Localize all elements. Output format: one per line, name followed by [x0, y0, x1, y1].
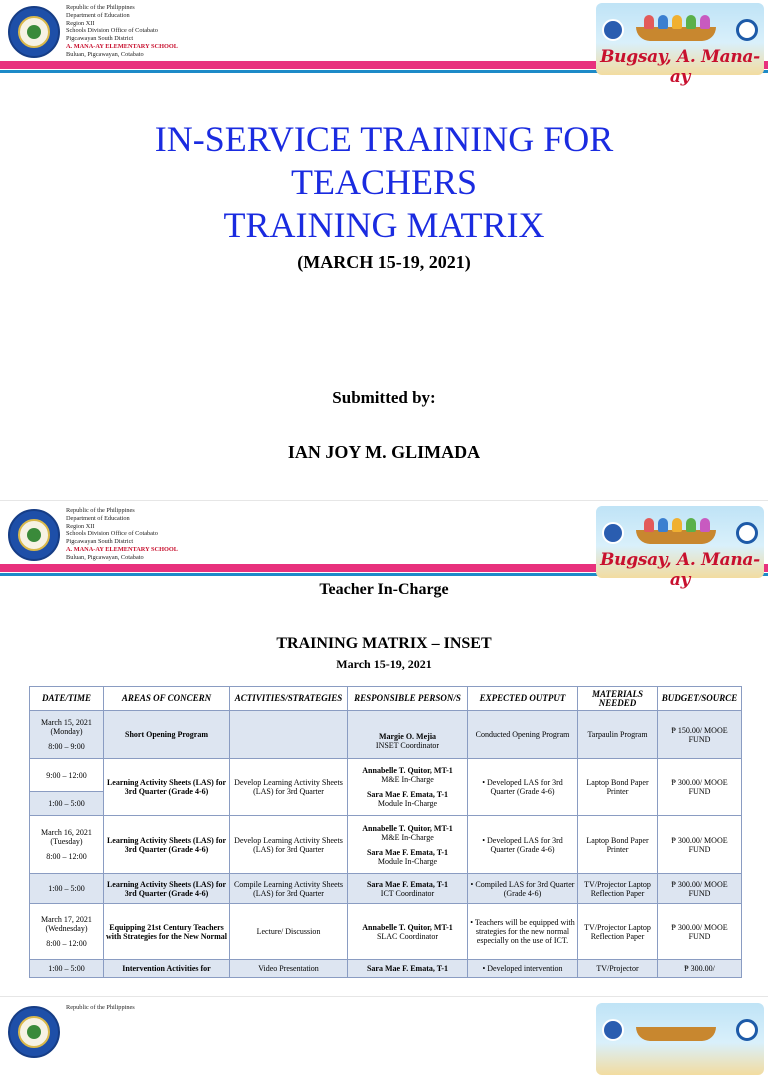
col-header: MATERIALS NEEDED [578, 687, 658, 711]
table-row: March 16, 2021 (Tuesday) 8:00 – 12:00 Learning Activity Sheets (LAS) for 3rd Quarter (Grade 4-6) Develop Learning Activity Sheets (LAS) for 3rd Quarter Annabelle T. Quitor, MT-1 M&E In-Charge Sara Mae F. Emata, T-1 Module In-Charge • Developed LAS for 3rd Quarter (Grade 4-6) Laptop Bond Paper Printer ₱ 300.00/ MOOE FUND [30, 816, 742, 874]
letterhead [0, 0, 768, 87]
banner-logo [596, 506, 764, 590]
table-row: 9:00 – 12:00 Learning Activity Sheets (LAS) for 3rd Quarter (Grade 4-6) Develop Learning Activity Sheets (LAS) for 3rd Quarter Annabelle T. Quitor, MT-1 M&E In-Charge Sara Mae F. Emata, T-1 Module In-Charge • Developed LAS for 3rd Quarter (Grade 4-6) Laptop Bond Paper Printer ₱ 300.00/ MOOE FUND [30, 759, 742, 792]
deped-logo-icon [736, 19, 758, 41]
banner-text: Bugsay, A. Mana-ay [600, 47, 760, 87]
school-seal-icon [8, 6, 60, 58]
letterhead-page2: Republic of the Philippines Department of Education Region XII Schools Division Office of Cotabato Pigcawayan South District A. MANA-AY ELEMENTARY SCHOOL Buluan, Pigcawayan, Cotabato Bugsay, A. Mana-ay [0, 503, 768, 583]
page-title: IN-SERVICE TRAINING FOR TEACHERS TRAINING MATRIX [154, 119, 614, 245]
school-seal-icon [8, 509, 60, 561]
table-row: March 15, 2021 (Monday) 8:00 – 9:00 Short Opening Program Margie O. Mejia INSET Coordinator Conducted Opening Program Tarpaulin Program ₱ 150.00/ MOOE FUND [30, 711, 742, 759]
deped-seal-icon [602, 19, 624, 41]
submitter-name: IAN JOY M. GLIMADA [287, 442, 481, 462]
matrix-title: TRAINING MATRIX – INSET [276, 635, 492, 652]
training-matrix-table [29, 686, 742, 978]
deped-logo-icon [736, 522, 758, 544]
col-header: ACTIVITIES/STRATEGIES [230, 687, 348, 711]
boat-icon [636, 27, 716, 41]
col-header: RESPONSIBLE PERSON/S [348, 687, 468, 711]
deped-seal-icon [602, 1019, 624, 1041]
school-seal-icon [8, 1006, 60, 1058]
deped-logo-icon [736, 1019, 758, 1041]
col-header: EXPECTED OUTPUT [468, 687, 578, 711]
letterhead-page3: Republic of the Philippines [0, 1000, 768, 1080]
boat-icon [636, 1027, 716, 1041]
col-header: DATE/TIME [30, 687, 104, 711]
submitted-by-label: Submitted by: [332, 388, 436, 407]
school-name: A. MANA-AY ELEMENTARY SCHOOL [66, 545, 178, 553]
banner-text: Bugsay, A. Mana-ay [600, 550, 760, 590]
table-header-row [30, 687, 742, 711]
deped-seal-icon [602, 522, 624, 544]
matrix-dates: March 15-19, 2021 [336, 657, 432, 671]
col-header: BUDGET/SOURCE [658, 687, 742, 711]
table-row: 1:00 – 5:00 Learning Activity Sheets (LAS) for 3rd Quarter (Grade 4-6) Compile Learning Activity Sheets (LAS) for 3rd Quarter Sara Mae F. Emata, T-1 ICT Coordinator • Compiled LAS for 3rd Quarter (Grade 4-6) TV/Projector Laptop Reflection Paper ₱ 300.00/ MOOE FUND [30, 874, 742, 904]
col-header: AREAS OF CONCERN [104, 687, 230, 711]
table-row: 1:00 – 5:00 [30, 792, 742, 816]
letterhead-text: Republic of the Philippines Department of Education Region XII Schools Division Office of Cotabato Pigcawayan South District A. MANA-AY ELEMENTARY SCHOOL Buluan, Pigcawayan, Cotabato [66, 4, 178, 58]
training-dates: (MARCH 15-19, 2021) [297, 252, 471, 272]
table-row: March 17, 2021 (Wednesday) 8:00 – 12:00 Equipping 21st Century Teachers with Strategies for the New Normal Lecture/ Discussion Annabelle T. Quitor, MT-1 SLAC Coordinator • Teachers will be equipped with strategies for the new normal especially on the use of ICT. TV/Projector Laptop Reflection Paper ₱ 300.00/ MOOE FUND [30, 904, 742, 960]
boat-icon [636, 530, 716, 544]
banner-logo [596, 1003, 764, 1075]
submitter-role: Teacher In-Charge [319, 581, 449, 598]
table-row: 1:00 – 5:00 Intervention Activities for Video Presentation Sara Mae F. Emata, T-1 • Developed intervention TV/Projector ₱ 300.00/ [30, 960, 742, 978]
school-name: A. MANA-AY ELEMENTARY SCHOOL [66, 42, 178, 50]
banner-logo [596, 3, 764, 87]
